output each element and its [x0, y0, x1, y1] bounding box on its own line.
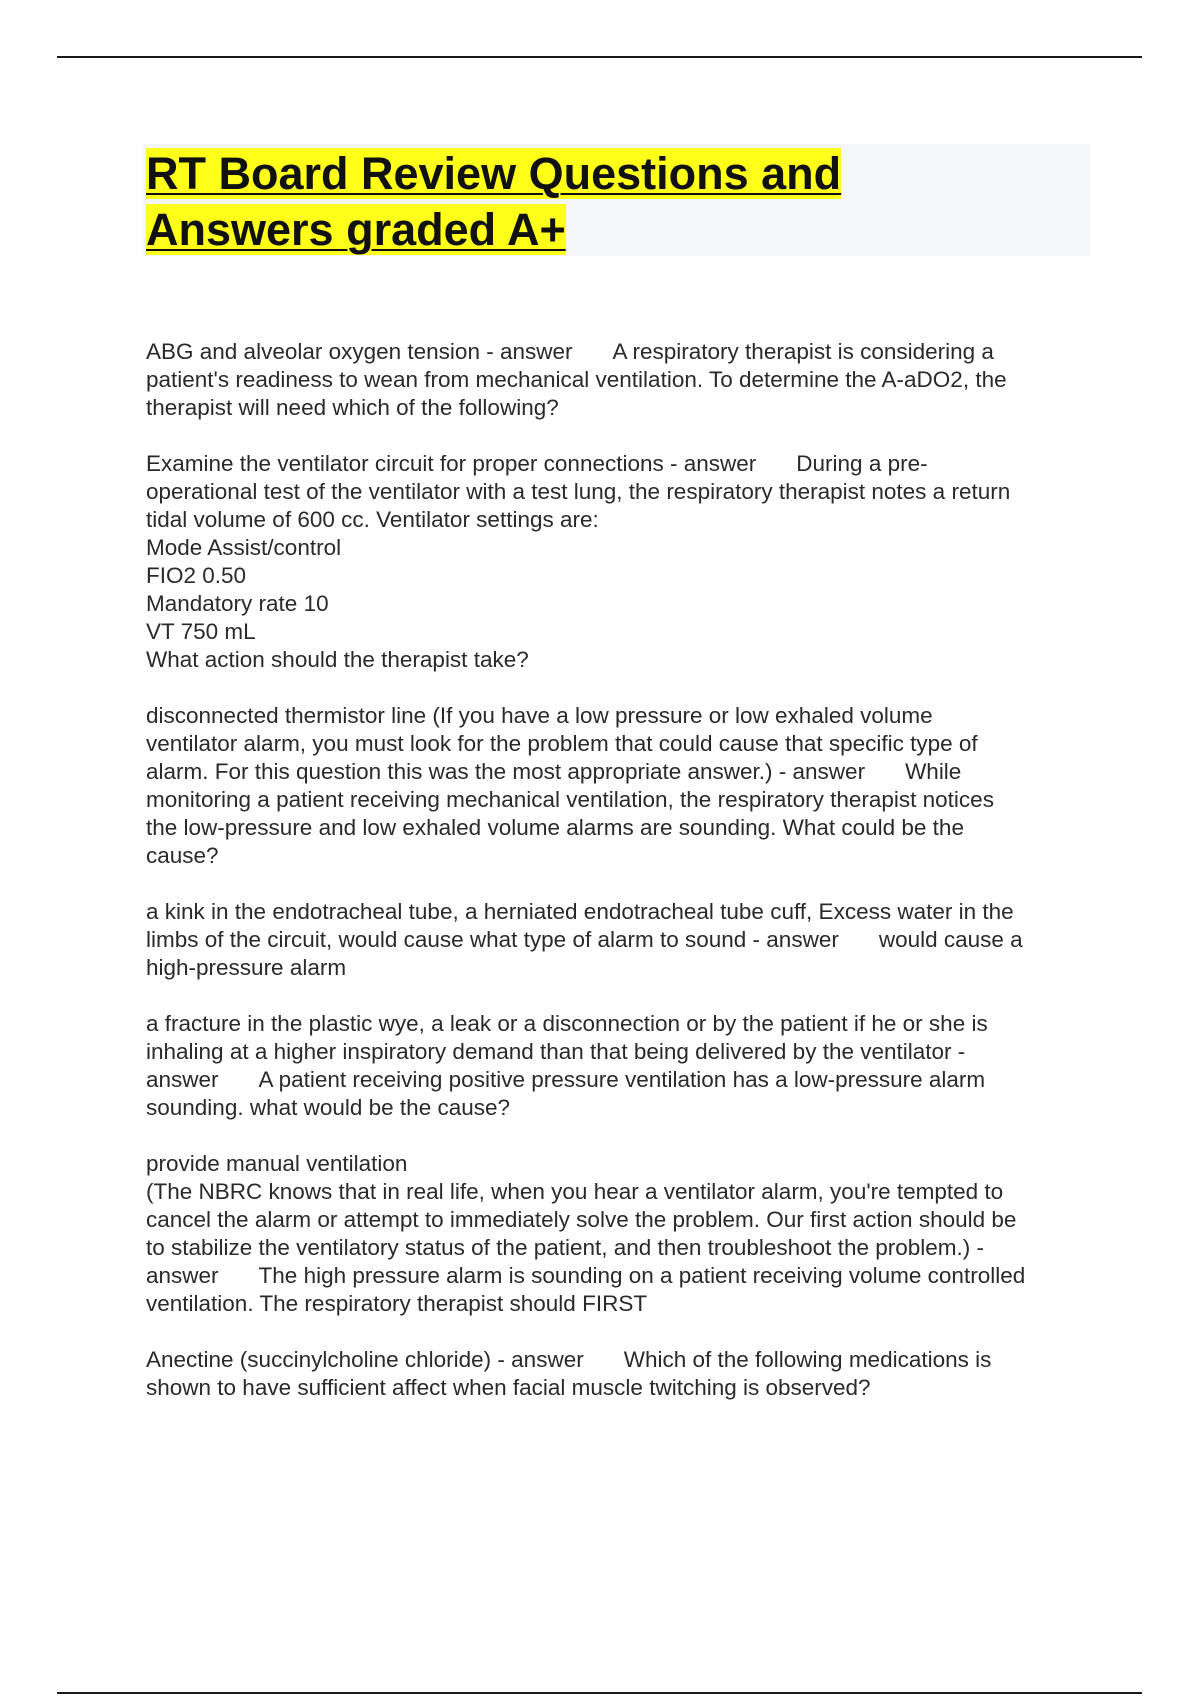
- qa-line: [146, 1178, 1101, 1206]
- qa-text: The high pressure alarm is sounding on a patient receiving volume controlled: [258, 1263, 1026, 1288]
- qa-text: cancel the alarm or attempt to immediately solve the problem. Our first action should be: [146, 1207, 1017, 1232]
- qa-text: A respiratory therapist is considering a: [612, 339, 994, 364]
- qa-item: [146, 1346, 1101, 1402]
- document-title: [146, 146, 1086, 258]
- qa-line: [146, 1010, 1101, 1038]
- qa-text: FIO2 0.50: [146, 563, 247, 588]
- qa-text: Mode Assist/control: [146, 535, 342, 560]
- qa-line: [146, 1290, 1101, 1318]
- qa-text: answer: [146, 1263, 219, 1288]
- qa-text: ventilation. The respiratory therapist should FIRST: [146, 1291, 648, 1316]
- qa-text: ABG and alveolar oxygen tension - answer: [146, 339, 573, 364]
- qa-line: [146, 534, 1101, 562]
- qa-line: [146, 758, 1101, 786]
- qa-line: [146, 366, 1101, 394]
- qa-text: operational test of the ventilator with a test lung, the respiratory therapist notes a return: [146, 479, 1011, 504]
- qa-text: limbs of the circuit, would cause what type of alarm to sound - answer: [146, 927, 839, 952]
- qa-list: [146, 338, 1101, 1430]
- qa-line: [146, 702, 1101, 730]
- qa-text: Which of the following medications is: [623, 1347, 992, 1372]
- qa-item: [146, 450, 1101, 674]
- qa-text: alarm. For this question this was the most appropriate answer.) - answer: [146, 759, 866, 784]
- qa-text: During a pre-: [796, 451, 928, 476]
- qa-text: a fracture in the plastic wye, a leak or a disconnection or by the patient if he or she is: [146, 1011, 988, 1036]
- qa-text: to stabilize the ventilatory status of the patient, and then troubleshoot the problem.) -: [146, 1235, 984, 1260]
- qa-text: the low-pressure and low exhaled volume alarms are sounding. What could be the: [146, 815, 964, 840]
- qa-line: [146, 898, 1101, 926]
- qa-line: [146, 842, 1101, 870]
- qa-line: [146, 1066, 1101, 1094]
- document-title-line-2: Answers graded A+: [146, 204, 566, 255]
- qa-text: provide manual ventilation: [146, 1151, 408, 1176]
- qa-text: therapist will need which of the following?: [146, 395, 559, 420]
- qa-text: cause?: [146, 843, 219, 868]
- qa-text: monitoring a patient receiving mechanical ventilation, the respiratory therapist notices: [146, 787, 994, 812]
- qa-line: [146, 338, 1101, 366]
- qa-item: [146, 702, 1101, 870]
- qa-line: [146, 1150, 1101, 1178]
- bottom-rule: [57, 1692, 1142, 1694]
- qa-line: [146, 478, 1101, 506]
- qa-item: [146, 898, 1101, 982]
- qa-line: [146, 1038, 1101, 1066]
- qa-line: [146, 506, 1101, 534]
- qa-item: [146, 1010, 1101, 1122]
- document-title-line-1: RT Board Review Questions and: [146, 148, 842, 199]
- qa-text: patient's readiness to wean from mechanical ventilation. To determine the A-aDO2, the: [146, 367, 1007, 392]
- qa-text: Examine the ventilator circuit for proper connections - answer: [146, 451, 757, 476]
- qa-line: [146, 1374, 1101, 1402]
- top-rule: [57, 56, 1142, 58]
- qa-text: would cause a: [878, 927, 1023, 952]
- qa-line: [146, 1346, 1101, 1374]
- qa-text: high-pressure alarm: [146, 955, 347, 980]
- qa-line: [146, 618, 1101, 646]
- qa-text: sounding. what would be the cause?: [146, 1095, 511, 1120]
- qa-text: VT 750 mL: [146, 619, 256, 644]
- qa-text: disconnected thermistor line (If you have a low pressure or low exhaled volume: [146, 703, 933, 728]
- qa-text: A patient receiving positive pressure ventilation has a low-pressure alarm: [258, 1067, 986, 1092]
- qa-line: [146, 450, 1101, 478]
- qa-text: shown to have sufficient affect when facial muscle twitching is observed?: [146, 1375, 871, 1400]
- qa-line: [146, 730, 1101, 758]
- qa-text: Mandatory rate 10: [146, 591, 329, 616]
- qa-item: [146, 338, 1101, 422]
- qa-line: [146, 814, 1101, 842]
- qa-line: [146, 562, 1101, 590]
- qa-text: answer: [146, 1067, 219, 1092]
- qa-line: [146, 1094, 1101, 1122]
- qa-line: [146, 1262, 1101, 1290]
- qa-text: Anectine (succinylcholine chloride) - answer: [146, 1347, 584, 1372]
- qa-line: [146, 954, 1101, 982]
- qa-text: tidal volume of 600 cc. Ventilator settings are:: [146, 507, 599, 532]
- qa-text: ventilator alarm, you must look for the problem that could cause that specific type of: [146, 731, 978, 756]
- qa-line: [146, 646, 1101, 674]
- qa-text: (The NBRC knows that in real life, when you hear a ventilator alarm, you're tempted to: [146, 1179, 1004, 1204]
- qa-line: [146, 394, 1101, 422]
- qa-item: [146, 1150, 1101, 1318]
- qa-line: [146, 926, 1101, 954]
- qa-line: [146, 1234, 1101, 1262]
- qa-text: While: [905, 759, 962, 784]
- qa-text: What action should the therapist take?: [146, 647, 529, 672]
- qa-text: inhaling at a higher inspiratory demand than that being delivered by the ventilator -: [146, 1039, 966, 1064]
- qa-line: [146, 786, 1101, 814]
- qa-line: [146, 1206, 1101, 1234]
- qa-line: [146, 590, 1101, 618]
- qa-text: a kink in the endotracheal tube, a herniated endotracheal tube cuff, Excess water in the: [146, 899, 1014, 924]
